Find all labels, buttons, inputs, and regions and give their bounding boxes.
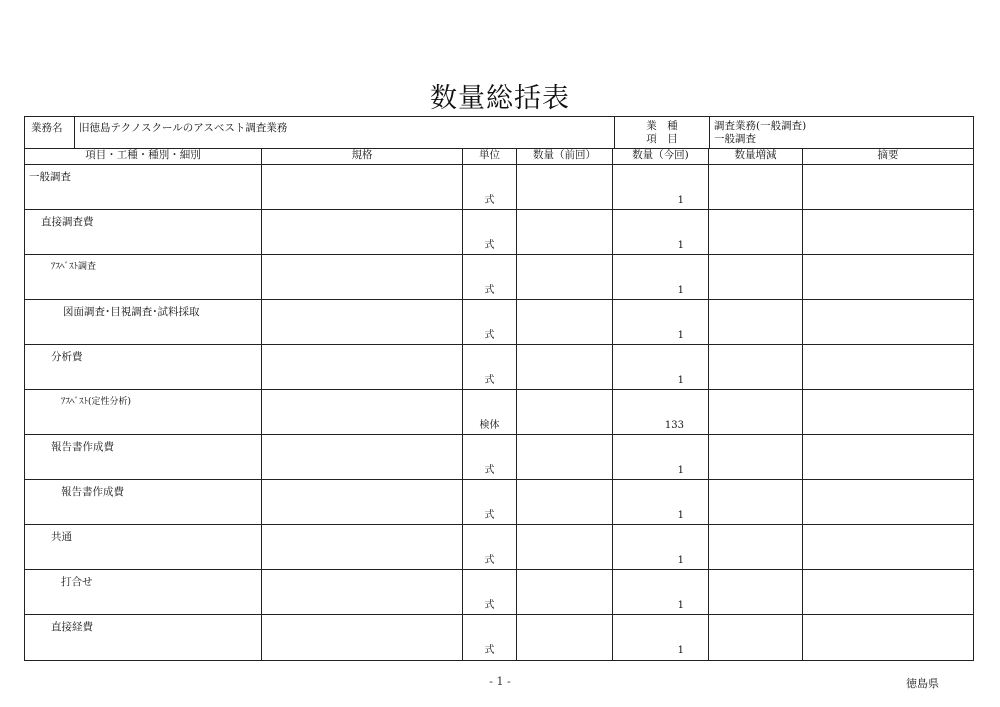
spec-cell — [262, 255, 463, 299]
table-row — [25, 435, 973, 480]
unit-cell: 式 — [463, 570, 517, 614]
qty-prev-cell — [517, 435, 613, 479]
category-label-1: 業 種 — [646, 120, 678, 132]
spec-cell — [262, 165, 463, 209]
item-name: 報告書作成費 — [25, 435, 262, 479]
qty-now-cell: 1 — [613, 615, 709, 660]
qty-diff-cell — [709, 390, 803, 434]
qty-prev-cell — [517, 480, 613, 524]
unit-cell: 式 — [463, 435, 517, 479]
category-value-2: 一般調査 — [714, 133, 756, 145]
table-row — [25, 300, 973, 345]
project-name-value: 旧徳島テクノスクールのアスベスト調査業務 — [75, 117, 615, 148]
qty-prev-cell — [517, 255, 613, 299]
unit-cell: 式 — [463, 210, 517, 254]
item-name: 分析費 — [25, 345, 262, 389]
spec-cell — [262, 570, 463, 614]
qty-now-cell: 1 — [613, 435, 709, 479]
category-labels — [615, 117, 710, 148]
organization-name: 徳島県 — [906, 677, 939, 690]
spec-cell — [262, 390, 463, 434]
qty-prev-cell — [517, 300, 613, 344]
qty-prev-cell — [517, 570, 613, 614]
unit-cell: 式 — [463, 480, 517, 524]
qty-now-cell: 1 — [613, 345, 709, 389]
table-row — [25, 525, 973, 570]
unit-cell: 式 — [463, 165, 517, 209]
note-cell — [803, 390, 973, 434]
qty-now-cell: 1 — [613, 300, 709, 344]
note-cell — [803, 210, 973, 254]
qty-now-cell: 1 — [613, 210, 709, 254]
unit-cell: 式 — [463, 525, 517, 569]
spec-cell — [262, 615, 463, 660]
item-name: 図面調査･目視調査･試料採取 — [25, 300, 262, 344]
table-row — [25, 615, 973, 660]
spec-cell — [262, 525, 463, 569]
qty-prev-cell — [517, 390, 613, 434]
qty-diff-cell — [709, 615, 803, 660]
header-item: 項目・工種・種別・細別 — [25, 148, 262, 164]
page-number: - 1 - — [489, 675, 511, 688]
table-row — [25, 570, 973, 615]
note-cell — [803, 345, 973, 389]
note-cell — [803, 525, 973, 569]
unit-cell: 式 — [463, 300, 517, 344]
qty-diff-cell — [709, 210, 803, 254]
table-row — [25, 210, 973, 255]
spec-cell — [262, 435, 463, 479]
qty-prev-cell — [517, 345, 613, 389]
qty-diff-cell — [709, 480, 803, 524]
qty-now-cell: 1 — [613, 525, 709, 569]
item-name: 直接経費 — [25, 615, 262, 660]
quantity-summary-table — [24, 116, 974, 661]
qty-diff-cell — [709, 345, 803, 389]
qty-diff-cell — [709, 300, 803, 344]
table-row — [25, 345, 973, 390]
note-cell — [803, 570, 973, 614]
table-row — [25, 165, 973, 210]
item-name: ｱｽﾍﾞｽﾄ調査 — [25, 255, 262, 299]
qty-diff-cell — [709, 165, 803, 209]
header-unit: 単位 — [463, 148, 517, 164]
note-cell — [803, 480, 973, 524]
qty-now-cell: 1 — [613, 570, 709, 614]
unit-cell: 検体 — [463, 390, 517, 434]
note-cell — [803, 255, 973, 299]
qty-prev-cell — [517, 615, 613, 660]
unit-cell: 式 — [463, 615, 517, 660]
qty-now-cell: 1 — [613, 255, 709, 299]
note-cell — [803, 300, 973, 344]
qty-now-cell: 1 — [613, 165, 709, 209]
header-qty-diff: 数量増減 — [709, 148, 803, 164]
qty-diff-cell — [709, 570, 803, 614]
item-name: 共通 — [25, 525, 262, 569]
page-title: 数量総括表 — [430, 83, 570, 114]
item-name: 打合せ — [25, 570, 262, 614]
qty-diff-cell — [709, 435, 803, 479]
unit-cell: 式 — [463, 255, 517, 299]
qty-now-cell: 1 — [613, 480, 709, 524]
category-values — [710, 117, 973, 148]
table-header — [25, 148, 973, 165]
unit-cell: 式 — [463, 345, 517, 389]
header-qty-prev: 数量（前回） — [517, 148, 613, 164]
note-cell — [803, 435, 973, 479]
item-name: 報告書作成費 — [25, 480, 262, 524]
category-label-2: 項 目 — [646, 133, 678, 145]
note-cell — [803, 165, 973, 209]
spec-cell — [262, 210, 463, 254]
qty-now-cell: 133 — [613, 390, 709, 434]
note-cell — [803, 615, 973, 660]
category-value-1: 調査業務(一般調査) — [714, 120, 807, 132]
table-row — [25, 255, 973, 300]
item-name: 一般調査 — [25, 165, 262, 209]
qty-prev-cell — [517, 210, 613, 254]
spec-cell — [262, 480, 463, 524]
table-row — [25, 480, 973, 525]
qty-prev-cell — [517, 525, 613, 569]
item-name: 直接調査費 — [25, 210, 262, 254]
table-row — [25, 390, 973, 435]
info-row — [25, 117, 973, 149]
qty-prev-cell — [517, 165, 613, 209]
qty-diff-cell — [709, 525, 803, 569]
header-spec: 規格 — [262, 148, 463, 164]
item-name: ｱｽﾍﾞｽﾄ(定性分析) — [25, 390, 262, 434]
qty-diff-cell — [709, 255, 803, 299]
header-note: 摘要 — [877, 149, 899, 161]
spec-cell — [262, 300, 463, 344]
project-name-label: 業務名 — [25, 117, 75, 148]
spec-cell — [262, 345, 463, 389]
header-qty-now: 数量（今回) — [613, 148, 709, 164]
